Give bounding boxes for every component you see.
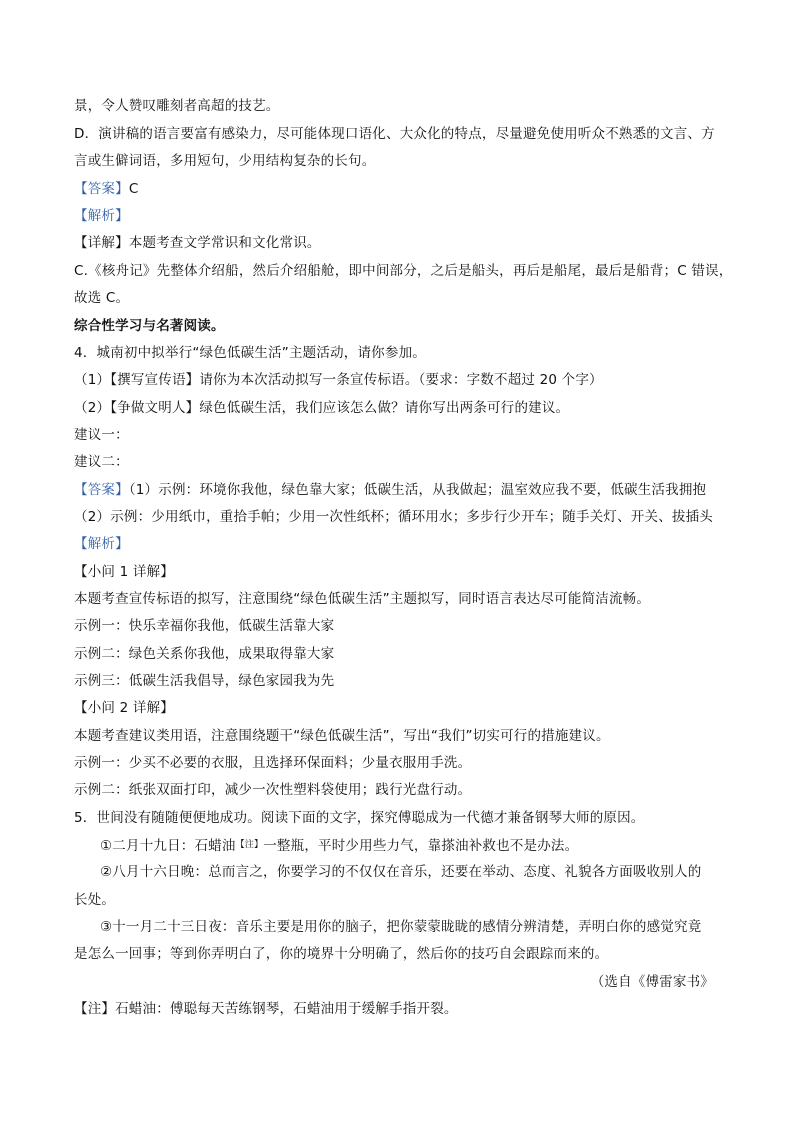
- text-line: 长处。: [74, 892, 116, 908]
- answer-line: [74, 481, 706, 499]
- suggestion-1: 建议一：: [74, 427, 129, 443]
- text-line: 本题考查宣传标语的拟写，注意围绕“绿色低碳生活”主题拟写，同时语言表达尽可能简洁流畅。: [74, 591, 651, 607]
- answer-tag: 【答案】: [74, 482, 129, 498]
- passage-text: 一整瓶，平时少用些力气，靠搽油补救也不是办法。: [263, 838, 579, 854]
- text-line: C.《核舟记》先整体介绍船，然后介绍船舱，即中间部分，之后是船头，再后是船尾，最后是船背；C 错误，: [74, 263, 733, 279]
- text-line: 本题考查建议类用语，注意围绕题干“绿色低碳生活”，写出“我们”切实可行的措施建议。: [74, 728, 610, 744]
- passage-paragraph-1: [100, 836, 578, 855]
- passage-paragraph-3: ③十一月二十三日夜：音乐主要是用你的脑子，把你蒙蒙眬眬的感情分辨清楚，弄明白你的感觉究竟: [100, 919, 702, 935]
- example-line: 示例二：绿色关系你我他，成果取得靠大家: [74, 646, 335, 662]
- footnote: 【注】石蜡油：傅聪每天苦练钢琴，石蜡油用于缓解手指开裂。: [74, 1001, 458, 1017]
- answer-tag: 【答案】: [74, 181, 129, 197]
- answer-text: C: [128, 181, 139, 197]
- note-marker: 【注】: [235, 840, 264, 850]
- answer-line: [74, 180, 138, 198]
- source-citation: （选自《傅雷家书》: [590, 974, 714, 990]
- text-line: 是怎么一回事；等到你弄明白了，你的境界十分明确了，然后你的技巧自会跟踪而来的。: [74, 946, 609, 962]
- text-line: 景，令人赞叹雕刻者高超的技艺。: [74, 98, 280, 114]
- question-4: 4．城南初中拟举行“绿色低碳生活”主题活动，请你参加。: [74, 345, 426, 361]
- analysis-tag: 【解析】: [74, 208, 129, 224]
- passage-paragraph-2: ②八月十六日晚：总而言之，你要学习的不仅仅在音乐，还要在举动、态度、礼貌各方面吸收别人的: [100, 864, 702, 880]
- text-line: 故选 C。: [74, 290, 130, 306]
- passage-text: ①二月十九日：石蜡油: [100, 838, 236, 854]
- option-d-line: D．演讲稿的语言要富有感染力，尽可能体现口语化、大众化的特点，尽量避免使用听众不熟悉的文言、方: [74, 126, 715, 142]
- detail-line: 【详解】本题考查文学常识和文化常识。: [74, 235, 321, 251]
- example-line: 示例三：低碳生活我倡导，绿色家园我为先: [74, 673, 335, 689]
- sub-question-heading: 【小问 1 详解】: [74, 564, 174, 580]
- answer-text: （1）示例：环境你我他，绿色靠大家；低碳生活，从我做起；温室效应我不要，低碳生活我拥抱: [128, 482, 707, 498]
- question-4-part-1: （1）【撰写宣传语】请你为本次活动拟写一条宣传标语。（要求：字数不超过 20 个字）: [74, 372, 603, 388]
- question-5: 5．世间没有随随便便地成功。阅读下面的文字，探究傅聪成为一代德才兼备钢琴大师的原因。: [74, 810, 645, 826]
- example-line: 示例二：纸张双面打印，减少一次性塑料袋使用；践行光盘行动。: [74, 782, 472, 798]
- example-line: 示例一：快乐幸福你我他，低碳生活靠大家: [74, 618, 335, 634]
- text-line: （2）示例：少用纸巾，重拾手帕；少用一次性纸杯；循环用水；多步行少开车；随手关灯、开关、拔插头: [74, 509, 713, 525]
- sub-question-heading: 【小问 2 详解】: [74, 700, 174, 716]
- analysis-tag: 【解析】: [74, 536, 129, 552]
- section-heading: 综合性学习与名著阅读。: [74, 318, 225, 334]
- question-4-part-2: （2）【争做文明人】绿色低碳生活，我们应该怎么做？请你写出两条可行的建议。: [74, 400, 570, 416]
- example-line: 示例一：少买不必要的衣服，且选择环保面料；少量衣服用手洗。: [74, 755, 472, 771]
- text-line: 言或生僻词语，多用短句，少用结构复杂的长句。: [74, 153, 376, 169]
- suggestion-2: 建议二：: [74, 454, 129, 470]
